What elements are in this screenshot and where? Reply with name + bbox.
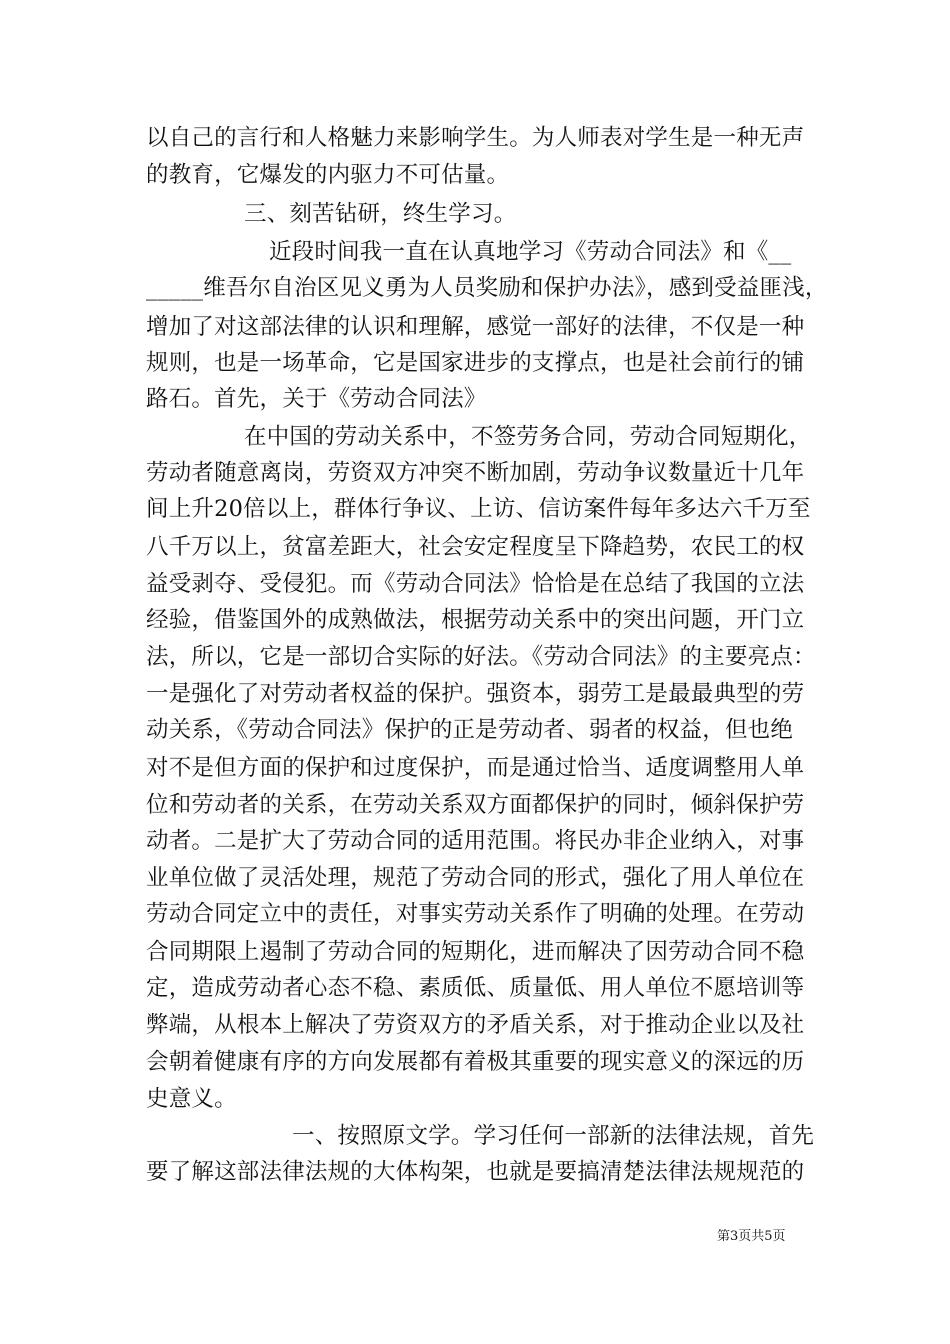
page-number-footer: 第3页共5页 bbox=[717, 1229, 786, 1244]
text-line: 以自己的言行和人格魅力来影响学生。为人师表对学生是一种无声 bbox=[146, 125, 805, 151]
text-line: 对不是但方面的保护和过度保护，而是通过恰当、适度调整用人单 bbox=[146, 755, 805, 781]
text-line: 八千万以上，贫富差距大，社会安定程度呈下降趋势，农民工的权 bbox=[146, 534, 805, 560]
text-line: 合同期限上遏制了劳动合同的短期化，进而解决了因劳动合同不稳 bbox=[146, 939, 805, 965]
text-line: 位和劳动者的关系，在劳动关系双方面都保护的同时，倾斜保护劳 bbox=[146, 792, 805, 818]
section-heading: 三、刻苦钻研，终生学习。 bbox=[244, 201, 517, 227]
text-line: 劳动合同定立中的责任，对事实劳动关系作了明确的处理。在劳动 bbox=[146, 901, 805, 927]
text-line: 一、按照原文学。学习任何一部新的法律法规，首先 bbox=[292, 1123, 815, 1149]
text-line: 规则，也是一场革命，它是国家进步的支撑点，也是社会前行的铺 bbox=[146, 350, 805, 376]
text-line: 动者。二是扩大了劳动合同的适用范围。将民办非企业纳入，对事 bbox=[146, 828, 805, 854]
text-line: 要了解这部法律法规的大体构架，也就是要搞清楚法律法规规范的 bbox=[146, 1159, 805, 1185]
text-line: 定，造成劳动者心态不稳、素质低、质量低、用人单位不愿培训等 bbox=[146, 975, 805, 1001]
text-line: 弊端，从根本上解决了劳资双方的矛盾关系，对于推动企业以及社 bbox=[146, 1012, 805, 1038]
text-line: 动关系，《劳动合同法》保护的正是劳动者、弱者的权益，但也绝 bbox=[146, 717, 794, 743]
text-line: _____维吾尔自治区见义勇为人员奖励和保护办法》，感到受益匪浅， bbox=[146, 275, 828, 301]
text-line: 史意义。 bbox=[146, 1086, 237, 1112]
text-line: 在中国的劳动关系中，不签劳务合同，劳动合同短期化， bbox=[244, 424, 812, 450]
text-line: 一是强化了对劳动者权益的保护。强资本，弱劳工是最最典型的劳 bbox=[146, 681, 805, 707]
text-line: 间上升20倍以上，群体行争议、上访、信访案件每年多达六千万至 bbox=[146, 496, 811, 522]
text-line: 的教育，它爆发的内驱力不可估量。 bbox=[146, 162, 510, 188]
text-line: 经验，借鉴国外的成熟做法，根据劳动关系中的突出问题，开门立 bbox=[146, 607, 805, 633]
text-line: 法，所以，它是一部切合实际的好法。《劳动合同法》的主要亮点： bbox=[146, 644, 816, 670]
text-line: 劳动者随意离岗，劳资双方冲突不断加剧，劳动争议数量近十几年 bbox=[146, 460, 805, 486]
text-line: 路石。首先，关于《劳动合同法》 bbox=[146, 386, 487, 412]
text-line: 益受剥夺、受侵犯。而《劳动合同法》恰恰是在总结了我国的立法 bbox=[146, 571, 805, 597]
text-line: 增加了对这部法律的认识和理解，感觉一部好的法律，不仅是一种 bbox=[146, 314, 805, 340]
text-line: 会朝着健康有序的方向发展都有着极其重要的现实意义的深远的历 bbox=[146, 1049, 805, 1075]
text-line: 业单位做了灵活处理，规范了劳动合同的形式，强化了用人单位在 bbox=[146, 865, 805, 891]
text-line: 近段时间我一直在认真地学习《劳动合同法》和《__ bbox=[269, 239, 792, 265]
